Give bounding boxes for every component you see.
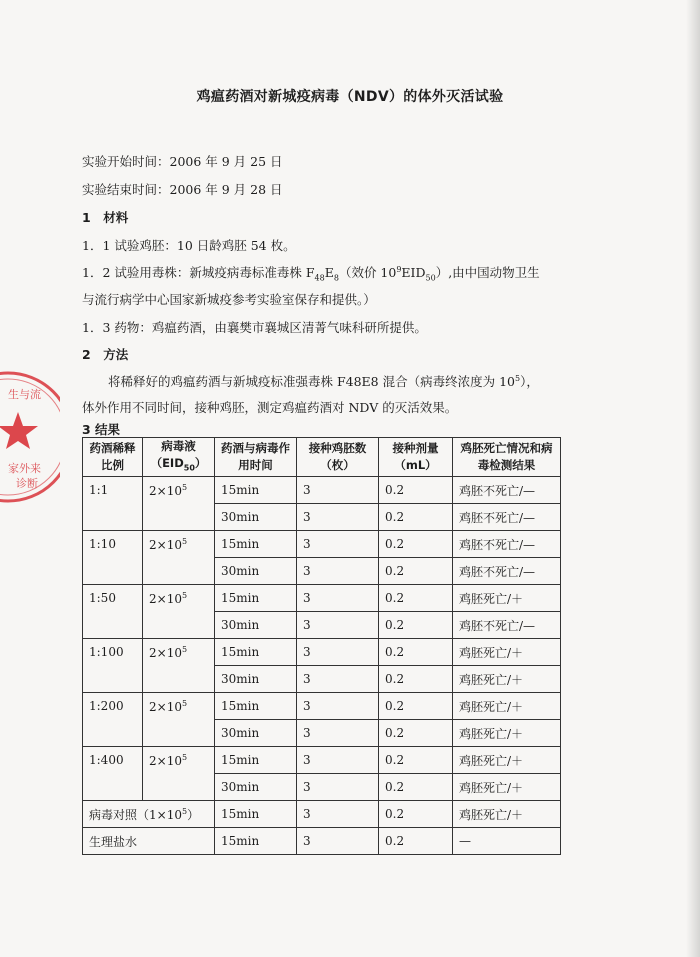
- cell-virus: [143, 639, 215, 693]
- header-result: 鸡胚死亡情况和病毒检测结果: [453, 438, 561, 477]
- start-time: 实验开始时间：2006 年 9 月 25 日: [82, 154, 283, 169]
- cell-time: 30min: [215, 720, 297, 747]
- titer-eid-sub: 50: [425, 273, 436, 283]
- cell-dose: 0.2: [379, 585, 453, 612]
- cell-dose: 0.2: [379, 639, 453, 666]
- cell-ratio: 1:50: [83, 585, 143, 639]
- header-virus-d: ）: [194, 456, 207, 470]
- cell-dose: 0.2: [379, 477, 453, 504]
- header-virus-a: 病毒液: [161, 439, 196, 453]
- virus-exp: 5: [181, 537, 188, 547]
- table-row: [83, 477, 561, 504]
- cell-dose: 0.2: [379, 747, 453, 774]
- cell-eggs: 3: [297, 639, 379, 666]
- cell-time: 30min: [215, 774, 297, 801]
- cell-eggs: 3: [297, 531, 379, 558]
- method-paragraph-line1: [108, 372, 539, 390]
- cell-time: 15min: [215, 828, 297, 855]
- method-exp: 5: [514, 373, 521, 383]
- cell-eggs: 3: [297, 666, 379, 693]
- seal-star-icon: [0, 412, 38, 449]
- cell-virus: [143, 585, 215, 639]
- cell-dose: 0.2: [379, 774, 453, 801]
- cell-eggs: 3: [297, 828, 379, 855]
- table-row: [83, 531, 561, 558]
- cell-eggs: 3: [297, 801, 379, 828]
- results-table: [82, 437, 561, 855]
- virus-base: 2×10: [149, 754, 182, 769]
- cell-time: 30min: [215, 504, 297, 531]
- virus-strain-suffix: ）,由中国动物卫生: [435, 265, 540, 280]
- cell-time: 15min: [215, 801, 297, 828]
- titer-text: （效价 10: [338, 265, 397, 280]
- virus-exp: 5: [181, 483, 188, 493]
- cell-time: 15min: [215, 639, 297, 666]
- cell-result: 鸡胚不死亡/—: [453, 504, 561, 531]
- virus-strain-text: 1．2 试验用毒株：新城疫病毒标准毒株 F: [82, 265, 315, 280]
- header-eggs: 接种鸡胚数（枚）: [297, 438, 379, 477]
- cell-virus: [143, 693, 215, 747]
- cell-result: 鸡胚死亡/＋: [453, 585, 561, 612]
- control-label-b: ）: [187, 807, 200, 822]
- titer-eid: EID: [401, 265, 426, 280]
- virus-base: 2×10: [149, 592, 182, 607]
- cell-eggs: 3: [297, 585, 379, 612]
- cell-dose: 0.2: [379, 666, 453, 693]
- virus-exp: 5: [181, 753, 188, 763]
- cell-time: 15min: [215, 531, 297, 558]
- strain-sub-1: 48: [314, 273, 325, 283]
- cell-result: 鸡胚不死亡/—: [453, 477, 561, 504]
- table-header-row: [83, 438, 561, 477]
- cell-eggs: 3: [297, 558, 379, 585]
- official-seal-stamp: [0, 362, 60, 512]
- table-row-virus-control: [83, 801, 561, 828]
- cell-dose: 0.2: [379, 720, 453, 747]
- svg-text:诊断: 诊断: [16, 477, 38, 490]
- cell-result: —: [453, 828, 561, 855]
- virus-base: 2×10: [149, 700, 182, 715]
- cell-eggs: 3: [297, 693, 379, 720]
- cell-time: 15min: [215, 585, 297, 612]
- cell-dose: 0.2: [379, 558, 453, 585]
- cell-eggs: 3: [297, 477, 379, 504]
- header-dose: 接种剂量（mL）: [379, 438, 453, 477]
- cell-control-label: [83, 801, 215, 828]
- strain-e: E: [324, 265, 334, 280]
- section-method-heading: 2 方法: [82, 347, 129, 362]
- cell-result: 鸡胚死亡/＋: [453, 666, 561, 693]
- cell-time: 15min: [215, 693, 297, 720]
- cell-dose: 0.2: [379, 612, 453, 639]
- item-virus-strain: [82, 263, 540, 283]
- virus-exp: 5: [181, 645, 188, 655]
- virus-base: 2×10: [149, 646, 182, 661]
- method-text-b: ），: [520, 374, 539, 389]
- section-results-heading: 3 结果: [82, 422, 121, 437]
- cell-virus: [143, 531, 215, 585]
- header-time: 药酒与病毒作用时间: [215, 438, 297, 477]
- item-test-embryos: 1．1 试验鸡胚：10 日龄鸡胚 54 枚。: [82, 238, 296, 253]
- cell-eggs: 3: [297, 612, 379, 639]
- cell-time: 30min: [215, 612, 297, 639]
- virus-base: 2×10: [149, 484, 182, 499]
- table-row: [83, 585, 561, 612]
- cell-result: 鸡胚死亡/＋: [453, 774, 561, 801]
- control-label-a: 病毒对照（1×10: [89, 807, 182, 822]
- cell-virus: [143, 477, 215, 531]
- cell-dose: 0.2: [379, 693, 453, 720]
- table-row: [83, 747, 561, 774]
- method-text-a: 将稀释好的鸡瘟药酒与新城疫标准强毒株 F48E8 混合（病毒终浓度为 10: [108, 374, 515, 389]
- cell-eggs: 3: [297, 747, 379, 774]
- header-dilution: 药酒稀释比例: [83, 438, 143, 477]
- cell-time: 15min: [215, 747, 297, 774]
- titer-exp: 9: [396, 264, 402, 274]
- cell-dose: 0.2: [379, 531, 453, 558]
- table-row: [83, 639, 561, 666]
- cell-result: 鸡胚不死亡/—: [453, 612, 561, 639]
- item-drug: 1．3 药物：鸡瘟药酒，由襄樊市襄城区清菁气味科研所提供。: [82, 320, 427, 335]
- table-row-saline: [83, 828, 561, 855]
- cell-result: 鸡胚不死亡/—: [453, 558, 561, 585]
- cell-time: 15min: [215, 477, 297, 504]
- cell-result: 鸡胚死亡/＋: [453, 720, 561, 747]
- cell-result: 鸡胚死亡/＋: [453, 693, 561, 720]
- section-materials-heading: 1 材料: [82, 210, 129, 225]
- method-paragraph-line2: 体外作用不同时间，接种鸡胚，测定鸡瘟药酒对 NDV 的灭活效果。: [82, 400, 458, 415]
- cell-result: 鸡胚死亡/＋: [453, 801, 561, 828]
- end-time: 实验结束时间：2006 年 9 月 28 日: [82, 182, 283, 197]
- document-title: 鸡瘟药酒对新城疫病毒（NDV）的体外灭活试验: [196, 89, 504, 105]
- cell-dose: 0.2: [379, 801, 453, 828]
- virus-exp: 5: [181, 699, 188, 709]
- virus-base: 2×10: [149, 538, 182, 553]
- cell-result: 鸡胚死亡/＋: [453, 639, 561, 666]
- cell-ratio: 1:1: [83, 477, 143, 531]
- scan-edge-shadow: [686, 0, 700, 957]
- cell-result: 鸡胚不死亡/—: [453, 531, 561, 558]
- cell-eggs: 3: [297, 774, 379, 801]
- cell-eggs: 3: [297, 720, 379, 747]
- cell-time: 30min: [215, 666, 297, 693]
- header-virus-b: （EID: [150, 456, 184, 470]
- cell-dose: 0.2: [379, 828, 453, 855]
- cell-ratio: 1:100: [83, 639, 143, 693]
- control-label-exp: 5: [181, 806, 188, 816]
- svg-text:生与流: 生与流: [8, 388, 41, 401]
- cell-result: 鸡胚死亡/＋: [453, 747, 561, 774]
- cell-ratio: 1:10: [83, 531, 143, 585]
- item-virus-strain-cont: 与流行病学中心国家新城疫参考实验室保存和提供。）: [82, 292, 376, 307]
- cell-saline-label: 生理盐水: [83, 828, 215, 855]
- cell-dose: 0.2: [379, 504, 453, 531]
- strain-sub-2: 8: [333, 273, 339, 283]
- cell-ratio: 1:400: [83, 747, 143, 801]
- cell-virus: [143, 747, 215, 801]
- cell-ratio: 1:200: [83, 693, 143, 747]
- svg-text:家外来: 家外来: [8, 462, 41, 475]
- table-row: [83, 693, 561, 720]
- header-virus: [143, 438, 215, 477]
- cell-time: 30min: [215, 558, 297, 585]
- cell-eggs: 3: [297, 504, 379, 531]
- header-virus-sub: 50: [183, 463, 195, 473]
- virus-exp: 5: [181, 591, 188, 601]
